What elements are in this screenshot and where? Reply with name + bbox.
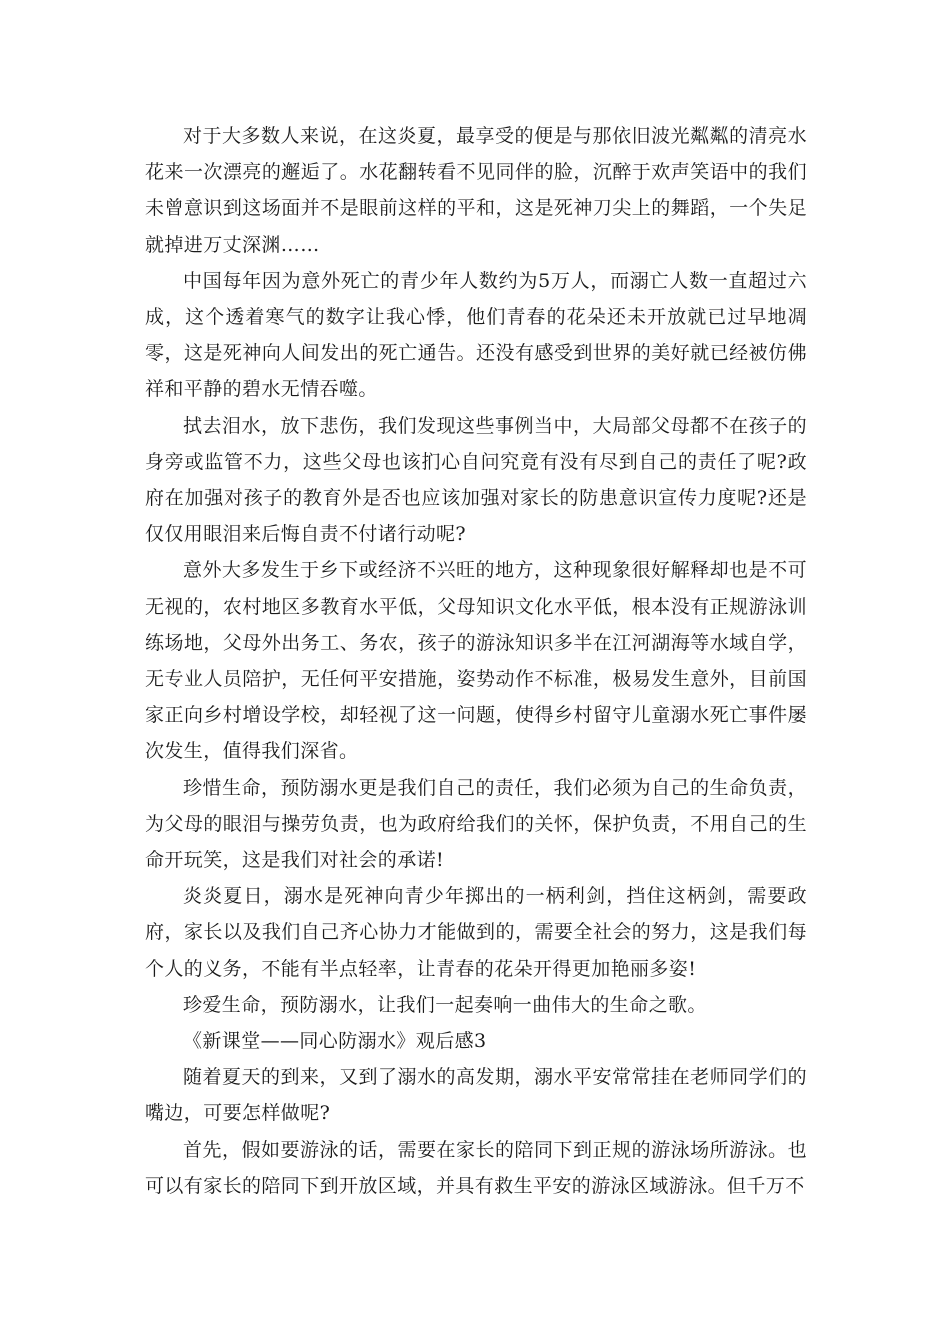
paragraph-9: 首先，假如要游泳的话，需要在家长的陪同下到正规的游泳场所游泳。也可以有家长的陪同下到开放区域，并具有救生平安的游泳区域游泳。但千万不	[145, 1138, 807, 1197]
paragraph-7: 珍爱生命，预防溺水，让我们一起奏响一曲伟大的生命之歌。	[183, 993, 707, 1016]
paragraph-3: 拭去泪水，放下悲伤，我们发现这些事例当中，大局部父母都不在孩子的身旁或监管不力，这些父母也该扪心自问究竟有没有尽到自己的责任了呢?政府在加强对孩子的教育外是否也应该加强对家长的防患意识宣传力度呢?还是仅仅用眼泪来后悔自责不付诸行动呢?	[145, 414, 807, 546]
paragraph-2: 中国每年因为意外死亡的青少年人数约为5万人，而溺亡人数一直超过六成，这个透着寒气的数字让我心悸，他们青春的花朵还未开放就已过早地凋零，这是死神向人间发出的死亡通告。还没有感受到世界的美好就已经被仿佛祥和平静的碧水无情吞噬。	[145, 269, 807, 401]
paragraph-6: 炎炎夏日，溺水是死神向青少年掷出的一柄利剑，挡住这柄剑，需要政府，家长以及我们自己齐心协力才能做到的，需要全社会的努力，这是我们每个人的义务，不能有半点轻率，让青春的花朵开得更加艳丽多姿!	[145, 885, 807, 980]
paragraph-8: 随着夏天的到来，又到了溺水的高发期，溺水平安常常挂在老师同学们的嘴边，可要怎样做呢?	[145, 1066, 807, 1125]
section-title: 《新课堂——同心防溺水》观后感3	[183, 1030, 487, 1053]
paragraph-4: 意外大多发生于乡下或经济不兴旺的地方，这种现象很好解释却也是不可无视的，农村地区多教育水平低，父母知识文化水平低，根本没有正规游泳训练场地，父母外出务工、务农，孩子的游泳知识多半在江河湖海等水域自学，无专业人员陪护，无任何平安措施，姿势动作不标准，极易发生意外，目前国家正向乡村增设学校，却轻视了这一问题，使得乡村留守儿童溺水死亡事件屡次发生，值得我们深省。	[145, 559, 807, 763]
paragraph-5: 珍惜生命，预防溺水更是我们自己的责任，我们必须为自己的生命负责，为父母的眼泪与操劳负责，也为政府给我们的关怀，保护负责，不用自己的生命开玩笑，这是我们对社会的承诺!	[145, 776, 807, 872]
paragraph-1: 对于大多数人来说，在这炎夏，最享受的便是与那依旧波光粼粼的清亮水花来一次漂亮的邂逅了。水花翻转看不见同伴的脸，沉醉于欢声笑语中的我们未曾意识到这场面并不是眼前这样的平和，这是死神刀尖上的舞蹈，一个失足就掉进万丈深渊……	[145, 125, 807, 256]
document-body	[145, 118, 807, 1204]
